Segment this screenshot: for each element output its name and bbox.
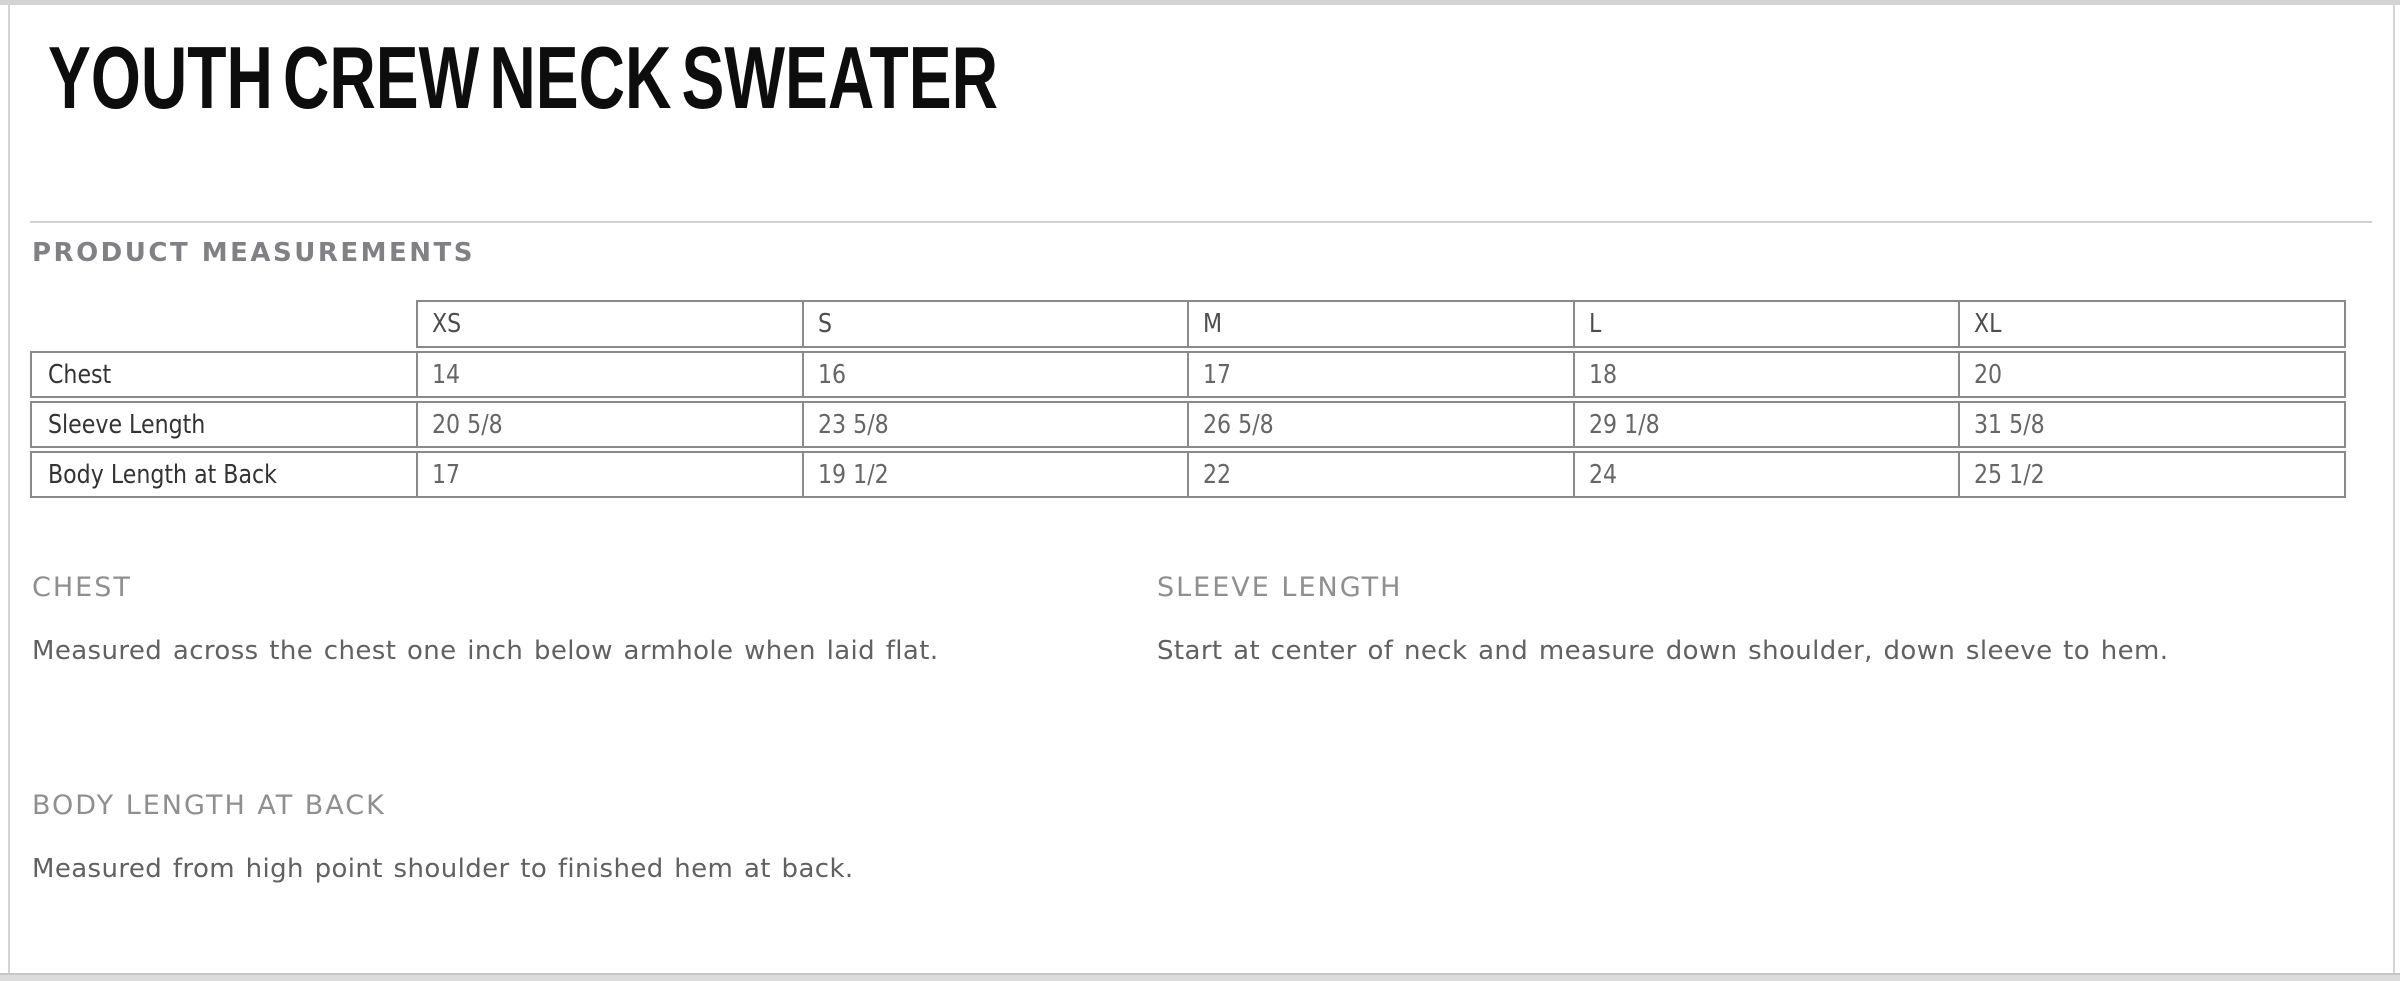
value-cell — [1958, 403, 2344, 446]
cell-value: 25 1/2 — [1974, 459, 2046, 490]
size-header-cells — [416, 300, 2346, 348]
cell-value: 29 1/8 — [1588, 409, 1660, 440]
size-header-xl — [1958, 302, 2344, 346]
definition-sleeve-length-text: Start at center of neck and measure down shoulder, down sleeve to hem. — [1157, 636, 2169, 666]
value-cell — [1573, 403, 1959, 446]
page-title: YOUTH CREW NECK SWEATER — [48, 28, 998, 127]
size-label: XL — [1974, 309, 2002, 339]
row-label: Chest — [48, 359, 112, 390]
page-frame-bottom — [0, 973, 2400, 981]
value-cell — [1187, 353, 1573, 396]
value-cell — [1187, 403, 1573, 446]
definition-body-length-at-back-heading: BODY LENGTH AT BACK — [32, 790, 386, 821]
definition-sleeve-length-heading: SLEEVE LENGTH — [1157, 572, 1403, 603]
cell-value: 20 5/8 — [432, 409, 503, 440]
size-label: S — [817, 309, 832, 339]
size-header-corner-cell — [30, 300, 416, 348]
row-label: Sleeve Length — [48, 409, 206, 440]
size-label: XS — [432, 309, 462, 339]
cell-value: 16 — [817, 359, 846, 390]
cell-value: 17 — [1203, 359, 1232, 390]
cell-value: 19 1/2 — [817, 459, 889, 490]
page-frame-top — [0, 0, 2400, 5]
value-cell — [1187, 453, 1573, 496]
value-cell — [802, 453, 1188, 496]
size-header-row — [30, 300, 2346, 348]
row-label-cell — [32, 353, 416, 396]
cell-value: 17 — [432, 459, 461, 490]
value-cell — [1958, 353, 2344, 396]
row-label-cell — [32, 403, 416, 446]
size-label: L — [1588, 309, 1602, 339]
cell-value: 18 — [1588, 359, 1617, 390]
table-row-sleeve-length — [30, 401, 2346, 448]
product-measurements-heading: PRODUCT MEASUREMENTS — [32, 238, 475, 268]
value-cell — [802, 403, 1188, 446]
definition-chest-text: Measured across the chest one inch below armhole when laid flat. — [32, 636, 939, 666]
value-cell — [416, 353, 802, 396]
page-frame-right — [2393, 5, 2395, 973]
row-label-cell — [32, 453, 416, 496]
size-chart-table — [30, 300, 2346, 501]
cell-value: 22 — [1203, 459, 1232, 490]
cell-value: 14 — [432, 359, 461, 390]
cell-value: 23 5/8 — [817, 409, 889, 440]
definition-body-length-at-back-text: Measured from high point shoulder to finished hem at back. — [32, 854, 854, 884]
value-cell — [1573, 353, 1959, 396]
definition-sleeve-length — [1157, 572, 2257, 677]
cell-value: 20 — [1974, 359, 2003, 390]
table-row-body-length-at-back — [30, 451, 2346, 498]
header-divider — [30, 221, 2372, 223]
value-cell — [1958, 453, 2344, 496]
definition-body-length-at-back — [32, 790, 1122, 895]
value-cell — [1573, 453, 1959, 496]
row-label: Body Length at Back — [48, 459, 277, 490]
definition-chest-heading: CHEST — [32, 572, 132, 603]
value-cell — [416, 453, 802, 496]
definition-chest — [32, 572, 1122, 677]
value-cell — [416, 403, 802, 446]
value-cell — [802, 353, 1188, 396]
size-header-m — [1187, 302, 1573, 346]
size-header-l — [1573, 302, 1959, 346]
cell-value: 26 5/8 — [1203, 409, 1274, 440]
table-row-chest — [30, 351, 2346, 398]
page-frame-left — [8, 5, 10, 973]
size-header-s — [802, 302, 1188, 346]
cell-value: 31 5/8 — [1974, 409, 2046, 440]
size-label: M — [1203, 309, 1223, 339]
size-header-xs — [418, 302, 802, 346]
cell-value: 24 — [1588, 459, 1617, 490]
